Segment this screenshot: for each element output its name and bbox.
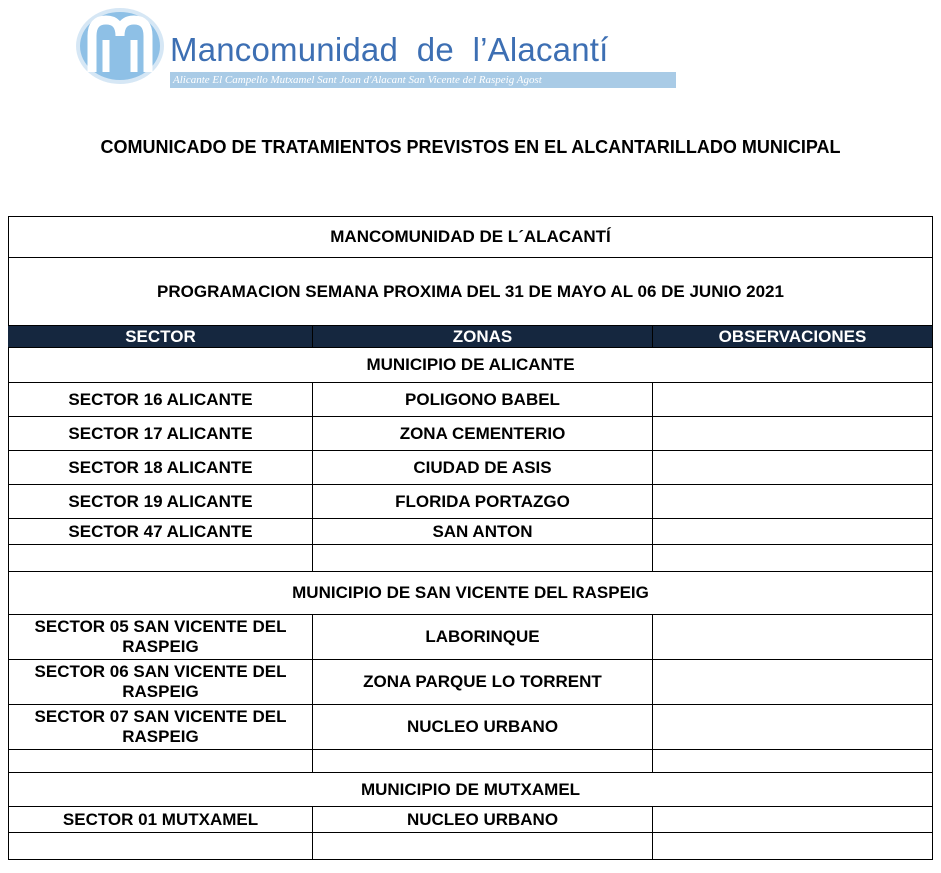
municipality-row <box>9 572 933 615</box>
table-row <box>9 485 933 519</box>
sector-cell: SECTOR 47 ALICANTE <box>9 519 313 545</box>
table-row <box>9 451 933 485</box>
zona-cell: ZONA PARQUE LO TORRENT <box>313 660 653 705</box>
observaciones-cell <box>653 660 933 705</box>
observaciones-cell <box>653 383 933 417</box>
empty-row <box>9 833 933 860</box>
observaciones-cell <box>653 807 933 833</box>
observaciones-cell <box>653 485 933 519</box>
sector-cell: SECTOR 01 MUTXAMEL <box>9 807 313 833</box>
table-title-row <box>9 217 933 258</box>
table-row <box>9 519 933 545</box>
zona-cell: POLIGONO BABEL <box>313 383 653 417</box>
table-row <box>9 660 933 705</box>
programming-row <box>9 258 933 326</box>
empty-row <box>9 750 933 773</box>
observaciones-cell <box>653 519 933 545</box>
organization-logo <box>74 6 678 86</box>
municipality-name: MUNICIPIO DE MUTXAMEL <box>9 773 933 807</box>
zona-cell: CIUDAD DE ASIS <box>313 451 653 485</box>
sector-cell: SECTOR 06 SAN VICENTE DEL RASPEIG <box>9 660 313 705</box>
observaciones-cell <box>653 705 933 750</box>
municipality-row <box>9 773 933 807</box>
table-row <box>9 615 933 660</box>
schedule-table <box>8 216 933 860</box>
table-row <box>9 417 933 451</box>
logo-subtitle: Alicante El Campello Mutxamel Sant Joan d'Alacant San Vicente del Raspeig Agost <box>170 72 676 88</box>
zona-cell: LABORINQUE <box>313 615 653 660</box>
logo-mark-icon <box>74 6 166 86</box>
municipality-row <box>9 348 933 383</box>
observaciones-cell <box>653 615 933 660</box>
table-row <box>9 383 933 417</box>
column-header-row <box>9 326 933 348</box>
sector-cell: SECTOR 19 ALICANTE <box>9 485 313 519</box>
document-title: COMUNICADO DE TRATAMIENTOS PREVISTOS EN EL ALCANTARILLADO MUNICIPAL <box>100 137 841 157</box>
zona-cell: NUCLEO URBANO <box>313 705 653 750</box>
empty-row <box>9 545 933 572</box>
sector-cell: SECTOR 18 ALICANTE <box>9 451 313 485</box>
logo-title: Mancomunidad de l’Alacantí <box>170 31 609 68</box>
zona-cell: SAN ANTON <box>313 519 653 545</box>
programming-period: PROGRAMACION SEMANA PROXIMA DEL 31 DE MAYO AL 06 DE JUNIO 2021 <box>9 258 933 326</box>
sector-cell: SECTOR 17 ALICANTE <box>9 417 313 451</box>
zona-cell: FLORIDA PORTAZGO <box>313 485 653 519</box>
column-header-observaciones: OBSERVACIONES <box>653 326 933 348</box>
municipality-name: MUNICIPIO DE ALICANTE <box>9 348 933 383</box>
table-row <box>9 807 933 833</box>
observaciones-cell <box>653 417 933 451</box>
column-header-sector: SECTOR <box>9 326 313 348</box>
zona-cell: NUCLEO URBANO <box>313 807 653 833</box>
column-header-zonas: ZONAS <box>313 326 653 348</box>
table-row <box>9 705 933 750</box>
sector-cell: SECTOR 07 SAN VICENTE DEL RASPEIG <box>9 705 313 750</box>
table-title: MANCOMUNIDAD DE L´ALACANTÍ <box>9 217 933 258</box>
municipality-name: MUNICIPIO DE SAN VICENTE DEL RASPEIG <box>9 572 933 615</box>
observaciones-cell <box>653 451 933 485</box>
sector-cell: SECTOR 05 SAN VICENTE DEL RASPEIG <box>9 615 313 660</box>
sector-cell: SECTOR 16 ALICANTE <box>9 383 313 417</box>
zona-cell: ZONA CEMENTERIO <box>313 417 653 451</box>
